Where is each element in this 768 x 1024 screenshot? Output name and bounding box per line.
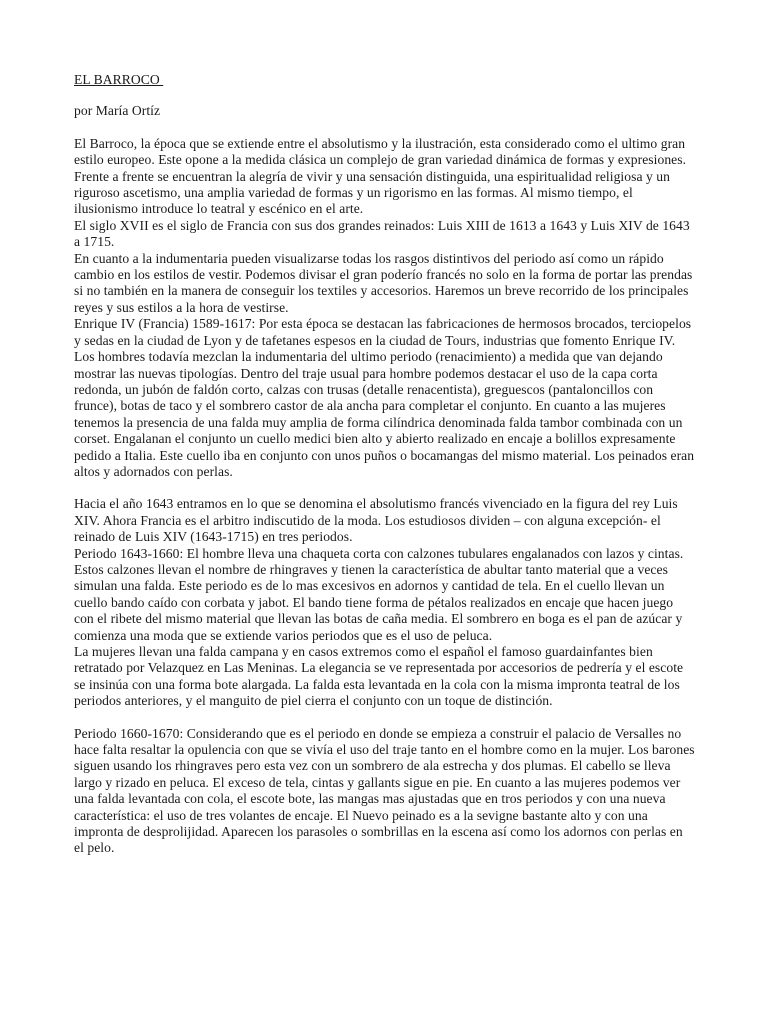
paragraph: Periodo 1660-1670: Considerando que es el periodo en donde se empieza a construir el palacio de Versalles no hace falta resaltar la opulencia con que se vivía el uso del traje tanto en el hombre como en la mujer. Los barones siguen usando los rhingraves pero esta vez con un sombrero de ala estrecha y dos plumas. El cabello se lleva largo y rizado en peluca. El exceso de tela, cintas y gallants sigue en pie. En cuanto a las mujeres podemos ver una falda levantada con cola, el escote bote, las mangas mas ajustadas que en tros periodos y con una nueva característica: el uso de tres volantes de encaje. El Nuevo peinado es a la sevigne bastante alto y con una impronta de desprolijidad. Aparecen los parasoles o sombrillas en la escena así como los adornos con perlas en el pelo. <box>74 725 695 856</box>
section-luis-xiv <box>74 496 696 709</box>
paragraph: El siglo XVII es el siglo de Francia con sus dos grandes reinados: Luis XIII de 1613 a 1643 y Luis XIV de 1643 a 1715. <box>74 217 690 250</box>
paragraph: Frente a frente se encuentran la alegría de vivir y una sensación distinguida, una espiritualidad religiosa y un riguroso ascetismo, una amplia variedad de formas y un rigorismo en las formas. Al mismo tiempo, el ilusionismo introduce lo teatral y escénico en el arte. <box>74 168 670 217</box>
section-intro <box>74 136 696 481</box>
document-author: por María Ortíz <box>74 103 161 119</box>
paragraph: En cuanto a la indumentaria pueden visualizarse todas los rasgos distintivos del periodo así como un rápido cambio en los estilos de vestir. Podemos divisar el gran poderío francés no solo en la forma de portar las prendas si no también en la manera de conseguir los textiles y accesorios. Haremos un breve recorrido de los principales reyes y sus estilos a la hora de vestirse. <box>74 250 693 315</box>
paragraph: El Barroco, la época que se extiende entre el absolutismo y la ilustración, esta considerado como el ultimo gran estilo europeo. Este opone a la medida clásica un complejo de gran variedad dinámica de formas y expresiones. <box>74 135 687 168</box>
document-title: EL BARROCO <box>74 72 164 87</box>
paragraph: Enrique IV (Francia) 1589-1617: Por esta época se destacan las fabricaciones de hermosos brocados, terciopelos y sedas en la ciudad de Lyon y de tafetanes espesos en la ciudad de Tours, industrias que fomento Enrique IV. Los hombres todavía mezclan la indumentaria del ultimo periodo (renacimiento) a medida que van dejando mostrar las nuevas tipologías. Dentro del traje usual para hombre podemos destacar el uso de la capa corta redonda, un jubón de faldón corto, calzas con trusas (detalle renacentista), greguescos (pantaloncillos con frunce), botas de taco y el sombrero castor de ala ancha para completar el conjunto. En cuanto a las mujeres tenemos la presencia de una falda muy amplia de forma cilíndrica denominada falda tambor combinada con un corset. Engalanan el conjunto un cuello medici bien alto y abierto realizado en encaje a bolillos expresamente pedido a Italia. Este cuello iba en conjunto con unos puños o bocamangas del mismo material. Los peinados eran altos y adornados con perlas. <box>74 316 695 479</box>
paragraph: Hacia el año 1643 entramos en lo que se denomina el absolutismo francés vivenciado en la figura del rey Luis XIV. Ahora Francia es el arbitro indiscutido de la moda. Los estudiosos dividen – con alguna excepción- el reinado de Luis XIV (1643-1715) en tres periodos. <box>74 496 678 545</box>
paragraph: Periodo 1643-1660: El hombre lleva una chaqueta corta con calzones tubulares engalanados con lazos y cintas. Estos calzones llevan el nombre de rhingraves y tienen la característica de abultar tanto material que a veces simulan una falda. Este periodo es de lo mas excesivos en adornos y cantidad de tela. En el cuello llevan un cuello bando caído con corbata y jabot. El bando tiene forma de pétalos realizados en encaje que hacen juego con el ribete del mismo material que llevan las botas de caña media. El sombrero en boga es el pan de azúcar y comienza una moda que se extiende varios periodos que es el uso de peluca. <box>74 545 684 643</box>
document-body <box>74 72 696 873</box>
section-1660-1670 <box>74 726 696 857</box>
paragraph: La mujeres llevan una falda campana y en casos extremos como el español el famoso guardainfantes bien retratado por Velazquez en Las Meninas. La elegancia se ve representada por accesorios de pedrería y el escote se insinúa con una forma bote alargada. La falda esta levantada en la cola con la misma impronta teatral de los periodos anteriores, y el manguito de piel cierra el conjunto con un toque de distinción. <box>74 644 684 709</box>
